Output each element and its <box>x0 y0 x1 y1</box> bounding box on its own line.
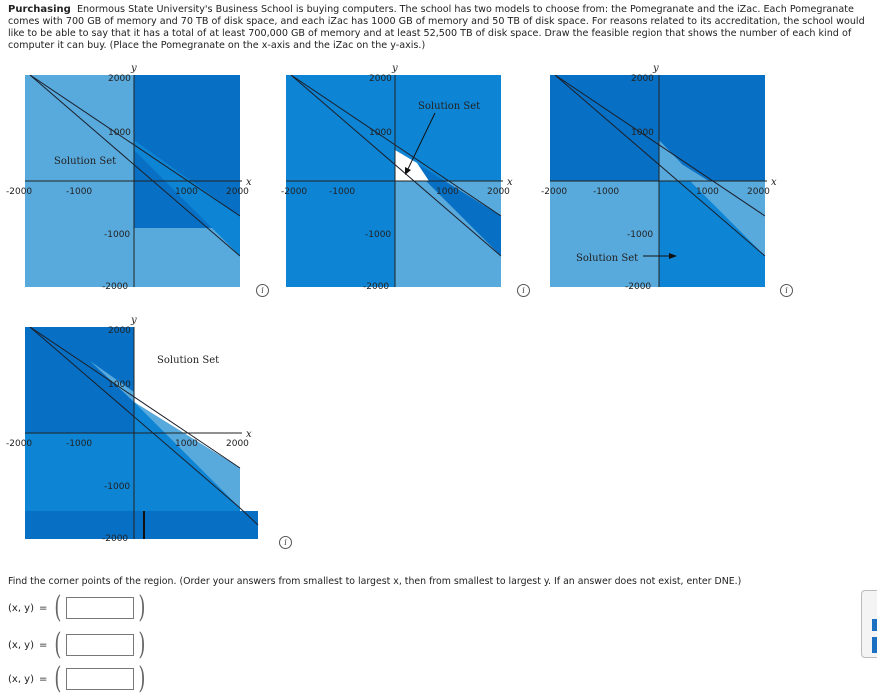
info-icon[interactable]: i <box>780 284 793 297</box>
answer-input-2[interactable] <box>66 634 134 656</box>
y-tick-label: 1000 <box>369 128 392 138</box>
y-tick-label: -2000 <box>102 534 129 544</box>
graph-option-4[interactable] <box>6 315 265 545</box>
y-tick-label: 1000 <box>108 128 131 138</box>
y-tick-label: 2000 <box>631 74 654 84</box>
answer-input-3[interactable] <box>66 668 134 690</box>
x-axis-label: x <box>771 177 777 188</box>
equals-sign: = <box>39 639 48 651</box>
info-icon[interactable]: i <box>279 536 292 549</box>
y-tick-label: -1000 <box>627 230 654 240</box>
problem-statement <box>8 4 874 52</box>
solution-set-label: Solution Set <box>157 355 220 366</box>
side-panel-tab[interactable] <box>861 590 877 658</box>
x-tick-label: 1000 <box>436 187 459 197</box>
equals-sign: = <box>39 602 48 614</box>
region-dark <box>240 511 258 539</box>
x-tick-label: -1000 <box>66 187 93 197</box>
y-tick-label: 1000 <box>631 128 654 138</box>
x-axis-label: x <box>507 177 513 188</box>
solution-set-label: Solution Set <box>418 101 481 112</box>
y-tick-label: -2000 <box>625 282 652 292</box>
info-icon[interactable]: i <box>256 284 269 297</box>
x-tick-label: 1000 <box>175 439 198 449</box>
problem-text: Enormous State University's Business School is buying computers. The school has two models to choose from: the Pomegranate and the iZac. Each Pomegranate comes with 700 GB of memory and 70 TB of disk space, and each iZac has 1000 GB of memory and 50 TB of disk space. For reasons related to its accreditation, the school would like to be able to say that it has a total of at least 700,000 GB of memory and at least 52,500 TB of disk space. Draw the feasible region that shows the number of each kind of computer it can buy. (Place the Pomegranate on the x-axis and the iZac on the y-axis.) <box>8 4 865 51</box>
info-icon[interactable]: i <box>517 284 530 297</box>
y-tick-label: 2000 <box>108 326 131 336</box>
x-axis-label: x <box>246 429 252 440</box>
equals-sign: = <box>39 673 48 685</box>
answer-row-1 <box>8 590 148 625</box>
left-paren: ( <box>54 627 62 662</box>
y-axis-label: y <box>131 63 137 74</box>
x-axis-label: x <box>246 177 252 188</box>
x-tick-label: 2000 <box>226 439 249 449</box>
x-tick-label: 1000 <box>696 187 719 197</box>
x-tick-label: -1000 <box>66 439 93 449</box>
x-tick-label: -2000 <box>281 187 308 197</box>
x-tick-label: 2000 <box>226 187 249 197</box>
right-paren: ) <box>138 661 146 696</box>
graph-option-3[interactable] <box>541 63 777 293</box>
problem-label: Purchasing <box>8 4 71 15</box>
x-tick-label: -2000 <box>6 439 33 449</box>
answer-input-1[interactable] <box>66 597 134 619</box>
answer-label: (x, y) <box>8 639 34 651</box>
answer-row-3 <box>8 661 148 696</box>
graph-option-2[interactable] <box>281 63 511 293</box>
right-paren: ) <box>138 590 146 625</box>
solution-set-label: Solution Set <box>576 253 639 264</box>
x-tick-label: 2000 <box>747 187 770 197</box>
y-tick-label: 2000 <box>108 74 131 84</box>
y-tick-label: -2000 <box>363 282 390 292</box>
corner-points-prompt: Find the corner points of the region. (Order your answers from smallest to largest x, then from smallest to largest y. If an answer does not exist, enter DNE.) <box>8 576 742 587</box>
left-paren: ( <box>54 661 62 696</box>
side-panel-indicator <box>872 637 877 653</box>
x-tick-label: 2000 <box>487 187 510 197</box>
side-panel-indicator <box>872 619 877 631</box>
y-tick-label: 1000 <box>108 380 131 390</box>
graph-option-1[interactable] <box>6 63 252 293</box>
right-paren: ) <box>138 627 146 662</box>
solution-set-label: Solution Set <box>54 156 117 167</box>
x-tick-label: -1000 <box>593 187 620 197</box>
answer-label: (x, y) <box>8 673 34 685</box>
y-axis-label: y <box>392 63 398 74</box>
region-dark <box>25 511 258 539</box>
answer-label: (x, y) <box>8 602 34 614</box>
x-tick-label: -2000 <box>541 187 568 197</box>
y-tick-label: -1000 <box>365 230 392 240</box>
x-tick-label: -1000 <box>329 187 356 197</box>
answer-row-2 <box>8 627 148 662</box>
left-paren: ( <box>54 590 62 625</box>
y-tick-label: 2000 <box>369 74 392 84</box>
y-axis-label: y <box>653 63 659 74</box>
y-tick-label: -1000 <box>104 230 131 240</box>
y-tick-label: -1000 <box>104 482 131 492</box>
x-tick-label: -2000 <box>6 187 33 197</box>
y-tick-label: -2000 <box>102 282 129 292</box>
x-tick-label: 1000 <box>175 187 198 197</box>
y-axis-label: y <box>131 315 137 326</box>
